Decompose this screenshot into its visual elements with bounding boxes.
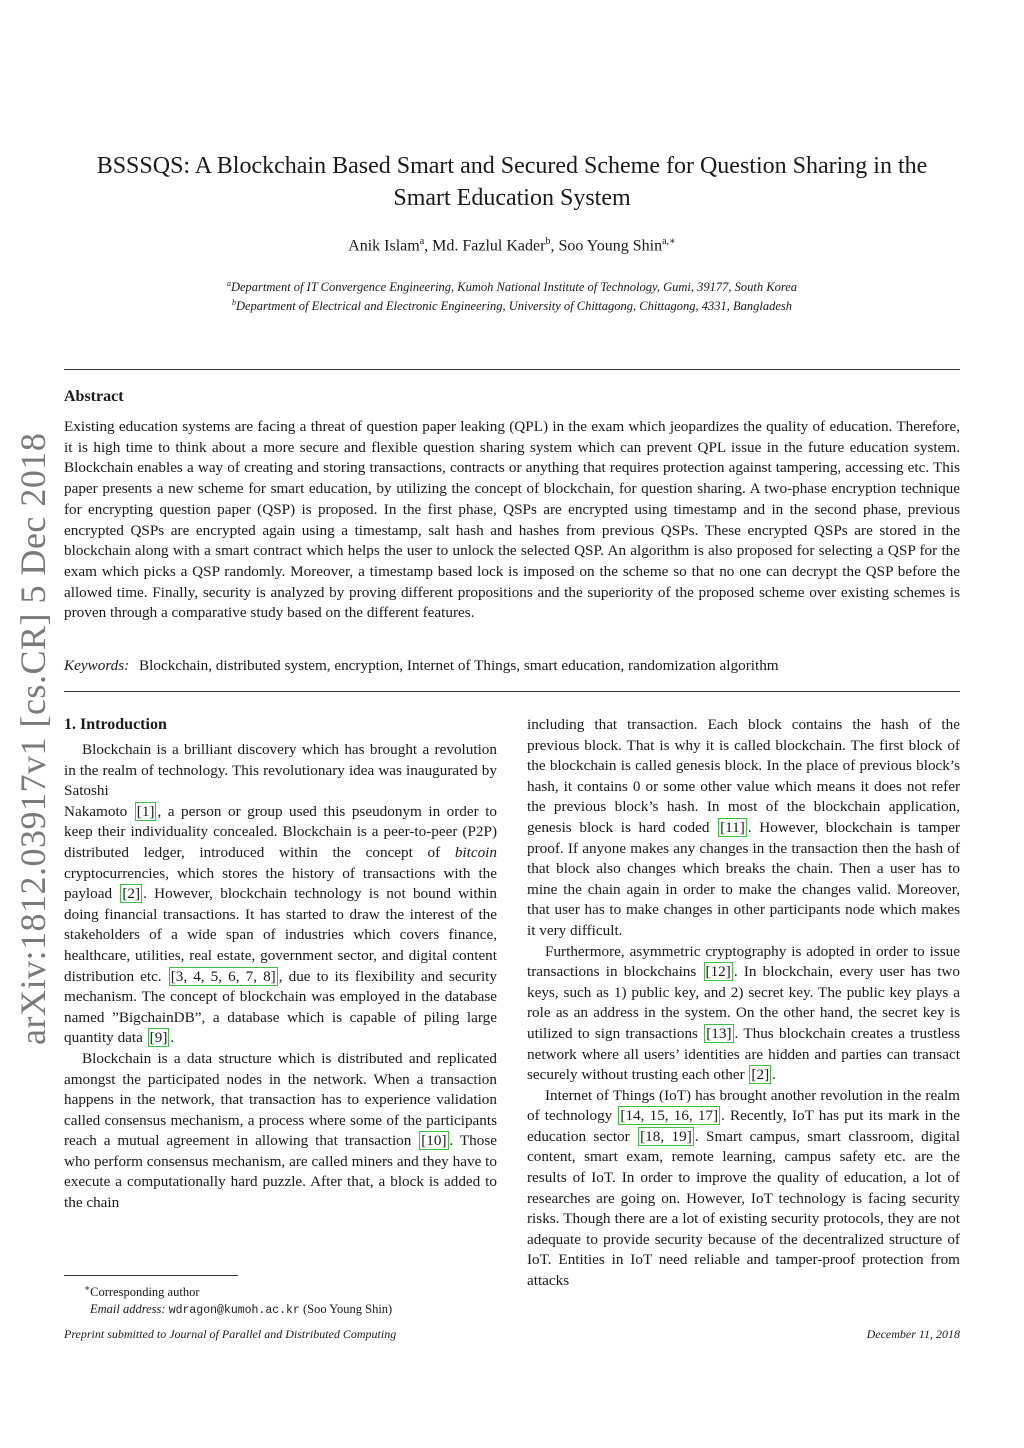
paragraph — [527, 942, 960, 1086]
paragraph-text: Blockchain is a brilliant discovery which has brought a revolution in the realm of technology. This revolutionary idea was inaugurated by Satoshi — [64, 741, 497, 800]
paragraph — [527, 715, 960, 942]
paragraph-text: Nakamoto — [64, 802, 134, 820]
corresponding-author-text: Corresponding author — [90, 1285, 200, 1300]
paragraph-text: , a person or group used this pseudonym in order to keep their individuality concealed. Blockchain is a peer-to-peer (P2P) distributed ledger, introduced within the concept of — [64, 802, 498, 861]
author-list: Anik Islam$^a$, Md. Fazlul Kader$^b$, Soo Young Shin$^{a,∗}$ — [348, 236, 676, 255]
citation-link[interactable]: [11] — [720, 818, 745, 836]
paragraph-text: . Those who perform consensus mechanism, are called miners and they have to execute a computationally hard puzzle. After that, a block is added to the chain — [64, 1132, 498, 1212]
title-line-1: BSSSQS: A Blockchain Based Smart and Secured Scheme for Question Sharing in the — [96, 153, 928, 179]
abstract-top-rule — [64, 369, 960, 370]
citation-link[interactable]: [10] — [421, 1132, 447, 1150]
paragraph-text: . Thus blockchain creates a trustless network where all users’ identities are hidden and parties can transact securely without trusting each other — [527, 1024, 960, 1084]
citation-link[interactable]: [13] — [706, 1024, 732, 1042]
footer-submission-note: Preprint submitted to Journal of Parallel and Distributed Computing — [64, 1327, 397, 1341]
affiliation-line — [64, 295, 960, 314]
email-address[interactable]: wdragon@kumoh.ac.kr — [168, 1304, 300, 1318]
corresponding-author-note — [84, 1280, 392, 1301]
paragraph-text: including that transaction. Each block contains the hash of the previous block. That is why it is called blockchain. The first block of the blockchain is called genesis block. In the place of previous block’s hash, it contains 0 or some other value which means it does not refer the previous block’s hash. In most of the blockchain application, genesis block is hard coded — [527, 716, 960, 836]
author-affiliation-mark: b — [545, 236, 551, 247]
paper-title — [64, 150, 960, 214]
email-owner: (Soo Young Shin) — [302, 1302, 393, 1317]
footnote-rule — [64, 1275, 238, 1276]
citation-link[interactable]: [14, 15, 16, 17] — [620, 1107, 719, 1125]
keywords-label: Keywords: — [64, 657, 130, 674]
author-name: Md. Fazlul Kader — [432, 237, 546, 255]
section-heading-introduction: 1. Introduction — [64, 716, 167, 733]
paragraph-text: . In blockchain, every user has two keys, such as 1) public key, and 2) secret key. The public key plays a role as an address in the system. On the other hand, the secret key is utilized to sign transactions — [527, 963, 960, 1042]
affiliation-mark: b — [231, 298, 236, 308]
paragraph-text: Furthermore, asymmetric cryptography is adopted in order to issue transactions in blockchains — [527, 942, 960, 981]
author-name: Anik Islam — [348, 237, 420, 255]
keywords — [64, 656, 960, 676]
author-name: Soo Young Shin — [558, 237, 663, 255]
abstract-bottom-rule — [64, 691, 960, 692]
citation-link[interactable]: [18, 19] — [640, 1127, 692, 1145]
paragraph — [64, 1049, 497, 1214]
paragraph — [527, 1086, 960, 1292]
paragraph-text: , due to its flexibility and security mechanism. The concept of blockchain was employed in the database named ”BigchainDB”, a database which is capable of piling large quantity data — [64, 967, 497, 1047]
author-affiliation-mark: a — [419, 236, 425, 247]
email-label: Email address: — [90, 1302, 166, 1317]
citation-link[interactable]: [1] — [136, 802, 155, 820]
email-line — [84, 1301, 392, 1319]
footer-date: December 11, 2018 — [866, 1327, 960, 1341]
paragraph — [64, 802, 497, 1049]
left-column — [64, 740, 497, 1214]
affiliation-text: Department of IT Convergence Engineering, Kumoh National Institute of Technology, Gumi, 39177, South Korea — [230, 280, 798, 295]
paragraph-text: . Recently, IoT has put its mark in the education sector — [527, 1107, 960, 1145]
paragraph-text: Blockchain is a data structure which is distributed and replicated amongst the participated nodes in the network. When a transaction happens in the network, that transaction has to experience validation called consensus mechanism, a process where some of the participants reach a mutual agreement in allowing that transaction — [64, 1049, 497, 1150]
paragraph-text: . However, blockchain is tamper proof. If anyone makes any changes in the transaction then the hash of that block also changes which breaks the chain. Then a user has to mine the chain again in order to make the changes valid. Moreover, that user has to make changes in other participants node which makes it very difficult. — [527, 818, 960, 939]
citation-link[interactable]: [12] — [705, 963, 731, 981]
citation-link[interactable]: [3, 4, 5, 6, 7, 8] — [170, 967, 276, 985]
affiliation-text: Department of Electrical and Electronic Engineering, University of Chittagong, Chittagong, 4331, Bangladesh — [235, 299, 793, 314]
title-line-2: Smart Education System — [393, 185, 631, 211]
abstract-heading: Abstract — [64, 388, 124, 405]
abstract-body: Existing education systems are facing a threat of question paper leaking (QPL) in the exam which jeopardizes the quality of education. Therefore, it is high time to think about a more secure and flexible question sharing system which can prevent QPL issue in the future education system. Blockchain enables a way of creating and storing transactions, contracts or anything that requires protection against tampering, accessing etc. This paper presents a new scheme for smart education, by utilizing the concept of blockchain, for question sharing. A two-phase encryption technique for encrypting question paper (QSP) is proposed. In the first phase, QSPs are encrypted using timestamp and in the second phase, previous encrypted QSPs are encrypted again using a timestamp, salt hash and hashes from previous QSPs. These encrypted QSPs are stored in the blockchain along with a smart contract which helps the user to unlock the selected QSP. An algorithm is also proposed for selecting a QSP for the exam which picks a QSP randomly. Moreover, a timestamp based lock is imposed on the scheme so that no one can decrypt the QSP before the allowed time. Finally, security is analyzed by proving different propositions and the superiority of the proposed scheme over existing schemes is proven through a comparative study based on the different features. — [64, 418, 960, 622]
footnote-star: ∗ — [84, 1283, 91, 1293]
paragraph-text: . Smart campus, smart classroom, digital content, smart exam, remote learning, campus safety etc. are the results of IoT. In order to improve the quality of education, a lot of researches are going on. However, IoT technology is facing security risks. Though there are a lot of existing security protocols, they are not adequate to provide security because of the decentralized structure of IoT. Entities in IoT need reliable and tamper-proof protection from attacks — [527, 1127, 960, 1290]
author-affiliation-mark: a,∗ — [662, 236, 676, 247]
affiliations — [64, 276, 960, 314]
paragraph-text: . — [170, 1029, 175, 1047]
emphasized-term: bitcoin — [454, 843, 497, 861]
right-column — [527, 715, 960, 1292]
paragraph-text: . — [772, 1066, 776, 1084]
citation-link[interactable]: [9] — [149, 1029, 168, 1047]
paragraph-text: . However, blockchain technology is not bound within doing financial transactions. It has started to draw the interest of the stakeholders of a wide span of industries which covers finance, healthcare, utilities, real estate, government sector, and digital content distribution etc. — [64, 885, 497, 985]
paragraph-text: cryptocurrencies, which stores the history of transactions with the payload — [64, 864, 497, 903]
citation-link[interactable]: [2] — [751, 1066, 770, 1084]
footnote — [84, 1280, 392, 1319]
citation-link[interactable]: [2] — [122, 885, 141, 903]
arxiv-identifier: arXiv:1812.03917v1 [cs.CR] 5 Dec 2018 — [13, 432, 53, 1045]
paragraph — [64, 740, 497, 802]
paragraph-text: Internet of Things (IoT) has brought another revolution in the realm of technology — [527, 1086, 960, 1125]
affiliation-mark: a — [226, 279, 231, 288]
keywords-list: Blockchain, distributed system, encryption, Internet of Things, smart education, randomization algorithm — [139, 657, 779, 674]
affiliation-line — [64, 276, 960, 295]
